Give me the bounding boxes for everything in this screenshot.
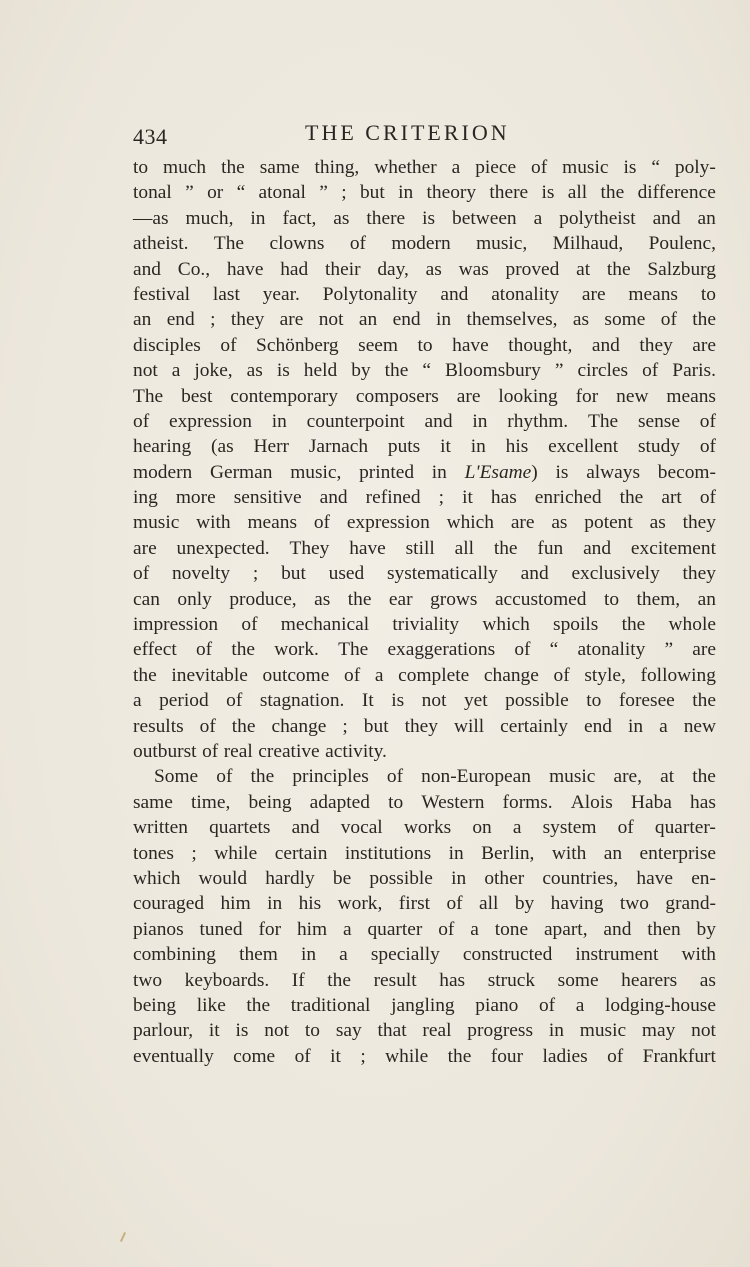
paragraph bbox=[133, 764, 716, 1069]
text-line: atheist. The clowns of modern music, Milhaud, Poulenc, bbox=[133, 233, 716, 255]
text-line: hearing (as Herr Jarnach puts it in his excellent study of bbox=[133, 436, 716, 458]
text-line: disciples of Schönberg seem to have thought, and they are bbox=[133, 334, 716, 356]
text-line: two keyboards. If the result has struck some hearers as bbox=[133, 969, 716, 991]
text-line: not a joke, as is held by the “ Bloomsbury ” circles of Paris. bbox=[133, 360, 716, 382]
page-number: 434 bbox=[133, 124, 168, 149]
text-line: effect of the work. The exaggerations of “ atonality ” are bbox=[133, 639, 716, 661]
text-line: outburst of real creative activity. bbox=[133, 740, 387, 762]
text-line: of novelty ; but used systematically and exclusively they bbox=[133, 563, 716, 585]
text-line: impression of mechanical triviality which spoils the whole bbox=[133, 614, 716, 636]
text-line: The best contemporary composers are looking for new means bbox=[133, 385, 716, 407]
text-line: a period of stagnation. It is not yet possible to foresee the bbox=[133, 690, 716, 712]
text-line: pianos tuned for him a quarter of a tone apart, and then by bbox=[133, 918, 716, 940]
text-line: music with means of expression which are as potent as they bbox=[133, 512, 716, 534]
text-line: to much the same thing, whether a piece of music is “ poly- bbox=[133, 157, 716, 178]
text-line: ing more sensitive and refined ; it has enriched the art of bbox=[133, 487, 716, 509]
text-line: an end ; they are not an end in themselves, as some of the bbox=[133, 309, 716, 331]
text-line: are unexpected. They have still all the fun and excitement bbox=[133, 537, 716, 559]
text-line: eventually come of it ; while the four ladies of Frankfurt bbox=[133, 1045, 716, 1067]
text-line: of expression in counterpoint and in rhythm. The sense of bbox=[133, 410, 716, 432]
paragraph bbox=[133, 155, 716, 764]
text-line: tones ; while certain institutions in Berlin, with an enterprise bbox=[133, 842, 716, 864]
text-line: written quartets and vocal works on a system of quarter- bbox=[133, 817, 716, 839]
text-line: tonal ” or “ atonal ” ; but in theory there is all the difference bbox=[133, 182, 716, 204]
text-line: combining them in a specially constructed instrument with bbox=[133, 944, 716, 966]
text-line: which would hardly be possible in other countries, have en- bbox=[133, 867, 716, 889]
text-line: the inevitable outcome of a complete change of style, following bbox=[133, 664, 716, 686]
text-line: parlour, it is not to say that real progress in music may not bbox=[133, 1020, 716, 1042]
text-line: and Co., have had their day, as was proved at the Salzburg bbox=[133, 258, 716, 280]
running-title: THE CRITERION bbox=[305, 120, 510, 145]
text-line: Some of the principles of non-European music are, at the bbox=[154, 766, 716, 788]
page-header bbox=[133, 120, 716, 152]
ink-speck bbox=[120, 1232, 126, 1242]
text-line: modern German music, printed in L'Esame) is always becom- bbox=[133, 461, 716, 483]
text-line: results of the change ; but they will certainly end in a new bbox=[133, 715, 716, 737]
text-line: same time, being adapted to Western forms. Alois Haba has bbox=[133, 791, 716, 813]
text-line: —as much, in fact, as there is between a polytheist and an bbox=[133, 207, 716, 229]
text-line: can only produce, as the ear grows accustomed to them, an bbox=[133, 588, 716, 610]
text-line: being like the traditional jangling piano of a lodging-house bbox=[133, 994, 716, 1016]
body-text bbox=[133, 155, 716, 1069]
text-line: couraged him in his work, first of all by having two grand- bbox=[133, 893, 716, 915]
text-line: festival last year. Polytonality and atonality are means to bbox=[133, 283, 716, 305]
